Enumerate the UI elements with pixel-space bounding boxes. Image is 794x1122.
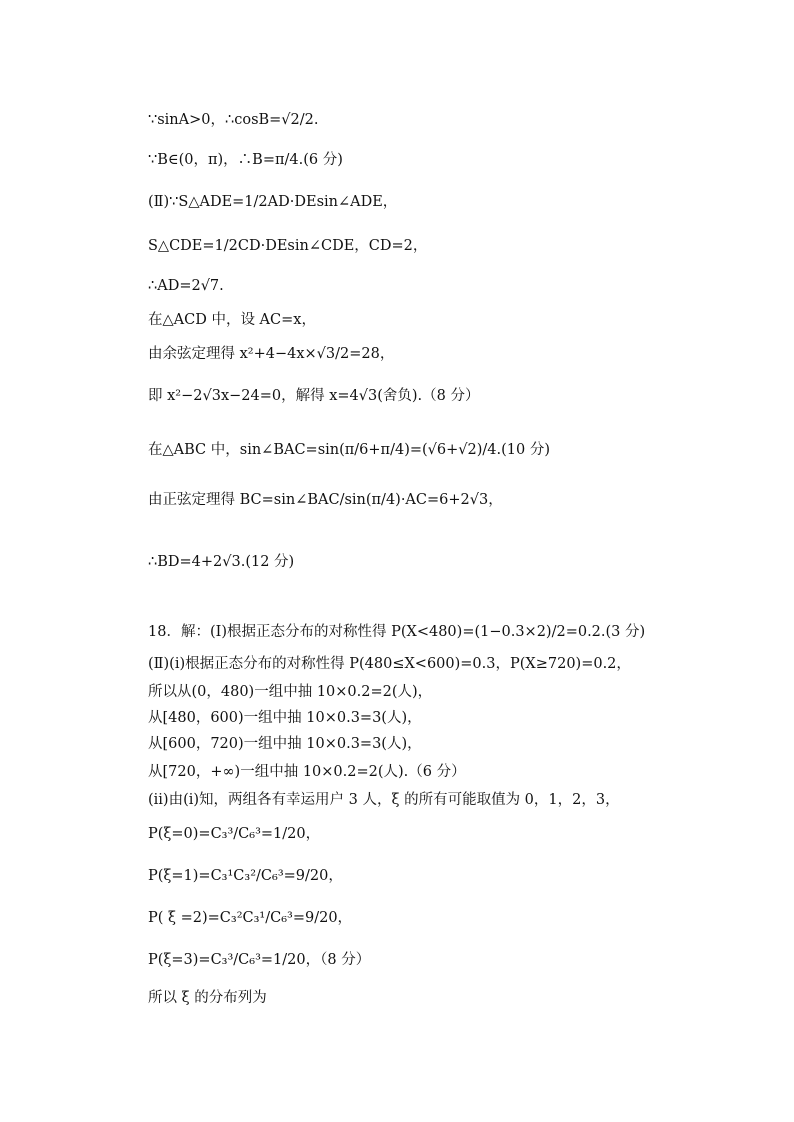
line-8: 即 x²−2√3x−24=0，解得 x=4√3(舍负).（8 分） [148, 388, 480, 404]
line-4: S△CDE=1/2CD·DEsin∠CDE，CD=2， [148, 238, 428, 254]
line-9: 在△ABC 中，sin∠BAC=sin(π/6+π/4)=(√6+√2)/4.(10 分) [148, 442, 550, 458]
line-13: (Ⅱ)(ⅰ)根据正态分布的对称性得 P(480≤X<600)=0.3，P(X≥720)=0.2， [148, 656, 631, 672]
line-16: 从[600，720)一组中抽 10×0.3=3(人)， [148, 736, 422, 752]
line-10: 由正弦定理得 BC=sin∠BAC/sin(π/4)·AC=6+2√3， [148, 492, 503, 508]
line-22: P(ξ=3)=C₃³/C₆³=1/20，（8 分） [148, 952, 371, 968]
line-15: 从[480，600)一组中抽 10×0.3=3(人)， [148, 710, 422, 726]
line-18: (ⅱ)由(ⅰ)知，两组各有幸运用户 3 人，ξ 的所有可能取值为 0，1，2，3， [148, 792, 620, 808]
line-19: P(ξ=0)=C₃³/C₆³=1/20， [148, 826, 321, 842]
line-23: 所以 ξ 的分布列为 [148, 990, 267, 1006]
line-6: 在△ACD 中，设 AC=x， [148, 312, 316, 328]
line-2: ∵B∈(0，π)，∴B=π/4.(6 分) [148, 152, 343, 168]
line-20: P(ξ=1)=C₃¹C₃²/C₆³=9/20， [148, 868, 343, 884]
line-12: 18．解：(Ⅰ)根据正态分布的对称性得 P(X<480)=(1−0.3×2)/2=0.2.(3 分) [148, 624, 646, 640]
line-5: ∴AD=2√7. [148, 278, 224, 294]
line-3: (Ⅱ)∵S△ADE=1/2AD·DEsin∠ADE， [148, 194, 398, 210]
line-21: P( ξ =2)=C₃²C₃¹/C₆³=9/20， [148, 910, 353, 926]
line-7: 由余弦定理得 x²+4−4x×√3/2=28， [148, 346, 395, 362]
line-1: ∵sinA>0，∴cosB=√2/2. [148, 112, 319, 128]
line-17: 从[720，+∞)一组中抽 10×0.2=2(人).（6 分） [148, 764, 466, 780]
line-11: ∴BD=4+2√3.(12 分) [148, 554, 295, 570]
line-14: 所以从(0，480)一组中抽 10×0.2=2(人)， [148, 684, 433, 700]
